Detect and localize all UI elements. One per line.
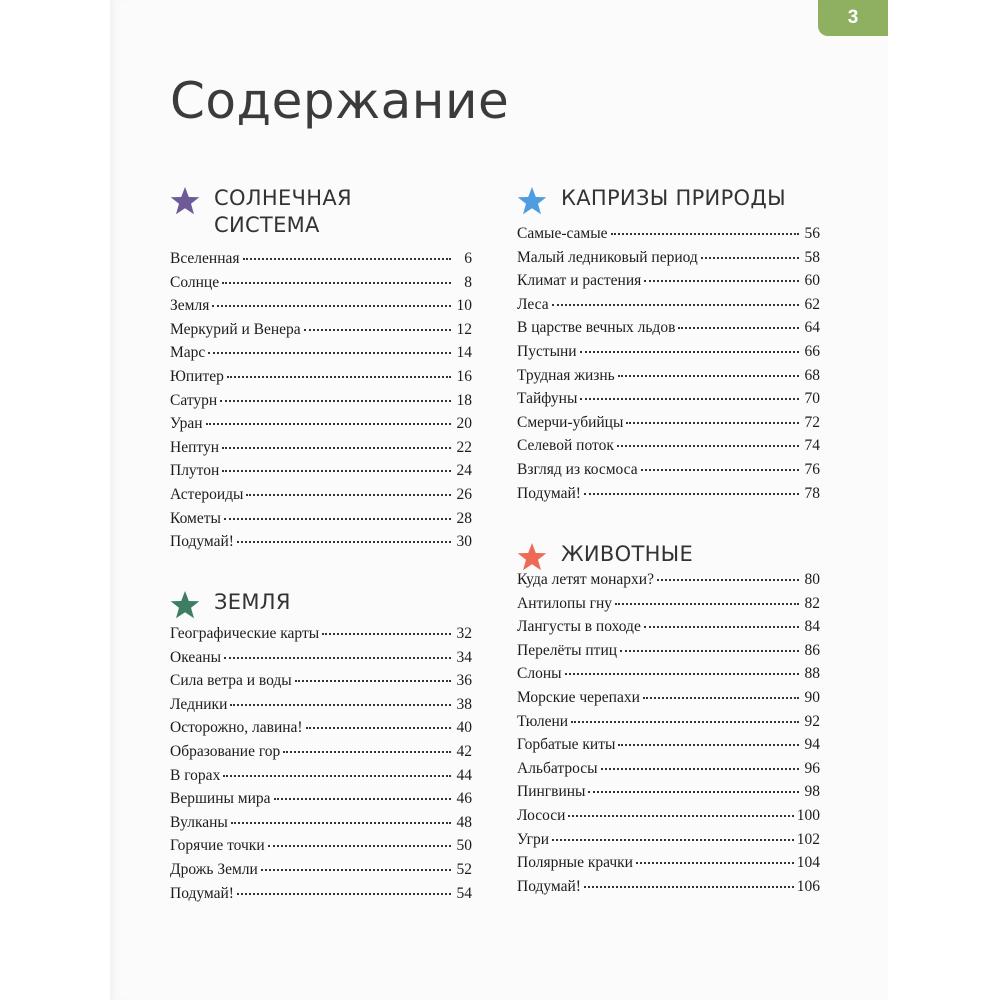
- star-icon: [170, 186, 200, 216]
- toc-entry: [170, 507, 472, 531]
- toc-entry: [170, 764, 472, 788]
- toc-entry-page: 100: [796, 806, 820, 824]
- toc-entry-label: Океаны: [170, 648, 221, 666]
- toc-entry-label: Солнце: [170, 273, 220, 291]
- toc-entry: [517, 851, 820, 875]
- toc-entry: [517, 387, 820, 411]
- toc-entry-label: Сила ветра и воды: [170, 672, 292, 690]
- toc-entry: [170, 389, 472, 413]
- dot-leader: [237, 541, 451, 543]
- toc-entry: [517, 340, 820, 364]
- dot-leader: [222, 470, 451, 472]
- dot-leader: [230, 704, 451, 706]
- toc-entry-label: Трудная жизнь: [517, 366, 615, 384]
- toc-entry-label: Селевой поток: [517, 437, 614, 455]
- section-header: [517, 540, 820, 568]
- dot-leader: [636, 862, 794, 864]
- toc-entry-page: 42: [456, 742, 472, 760]
- toc-entry-page: 10: [456, 297, 472, 315]
- toc-entry: [517, 639, 820, 663]
- toc-entry: [170, 247, 472, 271]
- dot-leader: [304, 329, 451, 331]
- toc-entry-label: Слоны: [517, 665, 562, 683]
- dot-leader: [678, 327, 799, 329]
- dot-leader: [620, 650, 799, 652]
- toc-entry-label: Подумай!: [170, 533, 234, 551]
- toc-entry-page: 84: [804, 618, 820, 636]
- dot-leader: [641, 469, 799, 471]
- toc-entry-page: 14: [456, 344, 472, 362]
- dot-leader: [617, 445, 799, 447]
- dot-leader: [268, 845, 451, 847]
- toc-entry: [170, 669, 472, 693]
- toc-entry-label: Образование гор: [170, 742, 281, 760]
- toc-entry-page: 26: [456, 485, 472, 503]
- toc-entry-label: Полярные крачки: [517, 854, 633, 872]
- toc-entry: [517, 662, 820, 686]
- toc-entry: [517, 458, 820, 482]
- toc-entry-label: В царстве вечных льдов: [517, 319, 676, 337]
- dot-leader: [568, 815, 793, 817]
- toc-entry-label: Лангусты в походе: [517, 618, 641, 636]
- toc-entry: [170, 834, 472, 858]
- toc-entry-page: 34: [456, 648, 472, 666]
- dot-leader: [237, 893, 451, 895]
- dot-leader: [224, 518, 451, 520]
- dot-leader: [552, 839, 794, 841]
- toc-entry: [517, 364, 820, 388]
- toc-entry-label: Тайфуны: [517, 390, 578, 408]
- toc-entry-label: Плутон: [170, 462, 220, 480]
- toc-entry-page: 28: [456, 509, 472, 527]
- dot-leader: [227, 376, 451, 378]
- toc-entry: [170, 271, 472, 295]
- toc-entry-page: 102: [796, 830, 820, 848]
- toc-entry-page: 38: [456, 695, 472, 713]
- toc-entry: [170, 318, 472, 342]
- dot-leader: [643, 697, 799, 699]
- toc-entry-label: Самые-самые: [517, 225, 608, 242]
- dot-leader: [246, 494, 451, 496]
- toc-entry: [170, 882, 472, 906]
- toc-entry-page: 52: [456, 860, 472, 878]
- section-nature: [517, 184, 820, 505]
- toc-entry: [170, 740, 472, 764]
- section-animals: [517, 540, 820, 898]
- toc-entry-label: Вершины мира: [170, 790, 271, 808]
- toc-entry-label: Смерчи-убийцы: [517, 413, 624, 431]
- dot-leader: [580, 351, 799, 353]
- toc-entry-label: Тюлени: [517, 712, 569, 730]
- toc-entry: [170, 646, 472, 670]
- star-icon: [170, 590, 200, 620]
- toc-entry-label: Нептун: [170, 438, 219, 456]
- toc-entry-label: Астероиды: [170, 485, 244, 503]
- toc-entry: [170, 530, 472, 554]
- toc-entry: [517, 733, 820, 757]
- toc-entry-label: Ледники: [170, 695, 228, 713]
- star-icon: [517, 542, 547, 572]
- dot-leader: [701, 257, 799, 259]
- toc-entry-label: Юпитер: [170, 367, 224, 385]
- dot-leader: [584, 886, 794, 888]
- toc-entry-label: Малый ледниковый период: [517, 248, 698, 266]
- section-header: [170, 588, 472, 622]
- toc-entry-label: Вулканы: [170, 813, 228, 831]
- toc-entry-page: 96: [804, 759, 820, 777]
- dot-leader: [580, 398, 799, 400]
- dot-leader: [644, 280, 799, 282]
- section-title: КАПРИЗЫ ПРИРОДЫ: [561, 186, 786, 210]
- toc-entry: [170, 412, 472, 436]
- toc-entry: [517, 828, 820, 852]
- toc-entry-page: 92: [804, 712, 820, 730]
- toc-entry: [517, 615, 820, 639]
- toc-entry-label: Уран: [170, 415, 203, 433]
- toc-entry-label: Пустыни: [517, 342, 577, 360]
- toc-entry-label: Взгляд из космоса: [517, 460, 638, 478]
- dot-leader: [552, 304, 799, 306]
- section-title: СОЛНЕЧНАЯ СИСТЕМА: [214, 186, 352, 237]
- toc-entry-label: Земля: [170, 297, 210, 315]
- toc-entry-label: Лососи: [517, 806, 566, 824]
- toc-entry: [517, 246, 820, 270]
- dot-leader: [644, 626, 799, 628]
- toc-entry-page: 44: [456, 766, 472, 784]
- toc-entry-page: 16: [456, 367, 472, 385]
- toc-entry-page: 94: [804, 736, 820, 754]
- dot-leader: [571, 721, 799, 723]
- dot-leader: [224, 657, 451, 659]
- dot-leader: [618, 744, 799, 746]
- section-header: [170, 184, 472, 236]
- toc-entry: [170, 811, 472, 835]
- dot-leader: [565, 673, 799, 675]
- toc-entry: [170, 693, 472, 717]
- page-title: Содержание: [170, 72, 510, 130]
- toc-entry-page: 64: [804, 319, 820, 337]
- toc-entry-page: 74: [804, 437, 820, 455]
- toc-entry-label: Угри: [517, 830, 550, 848]
- toc-entry-page: 88: [804, 665, 820, 683]
- section-title: ЗЕМЛЯ: [214, 590, 291, 614]
- toc-entry-page: 60: [804, 272, 820, 290]
- dot-leader: [243, 258, 451, 260]
- toc-entry: [517, 411, 820, 435]
- dot-leader: [220, 400, 451, 402]
- toc-entry: [517, 710, 820, 734]
- toc-entry: [517, 686, 820, 710]
- toc-entry-page: 40: [456, 719, 472, 737]
- toc-entry-page: 58: [804, 248, 820, 266]
- toc-entry-page: 70: [804, 390, 820, 408]
- toc-entry-label: Леса: [517, 295, 549, 313]
- toc-list: [170, 622, 472, 905]
- toc-entry: [170, 716, 472, 740]
- section-title: ЖИВОТНЫЕ: [561, 542, 694, 566]
- toc-entry-label: Сатурн: [170, 391, 218, 409]
- toc-entry: [170, 294, 472, 318]
- toc-entry-label: Подумай!: [517, 484, 581, 502]
- toc-entry: [170, 341, 472, 365]
- toc-entry: [517, 222, 820, 246]
- toc-entry-label: Морские черепахи: [517, 688, 640, 706]
- toc-entry-page: 8: [464, 273, 472, 291]
- dot-leader: [283, 751, 451, 753]
- dot-leader: [261, 869, 451, 871]
- dot-leader: [615, 603, 799, 605]
- toc-entry-page: 72: [804, 413, 820, 431]
- toc-entry-label: Осторожно, лавина!: [170, 719, 303, 737]
- section-earth: [170, 588, 472, 905]
- dot-leader: [222, 282, 451, 284]
- toc-entry-page: 6: [464, 250, 472, 267]
- toc-list: [517, 568, 820, 898]
- page-number-badge: 3: [818, 0, 888, 36]
- toc-entry-page: 76: [804, 460, 820, 478]
- dot-leader: [231, 822, 451, 824]
- toc-entry-label: Меркурий и Венера: [170, 320, 301, 338]
- toc-entry: [517, 434, 820, 458]
- toc-entry-page: 36: [456, 672, 472, 690]
- toc-entry: [517, 293, 820, 317]
- toc-entry-label: Вселенная: [170, 250, 240, 267]
- toc-entry-page: 98: [804, 783, 820, 801]
- toc-entry: [170, 787, 472, 811]
- dot-leader: [601, 768, 799, 770]
- toc-entry: [517, 804, 820, 828]
- toc-entry-page: 50: [456, 837, 472, 855]
- section-header: [517, 184, 820, 222]
- toc-entry: [517, 757, 820, 781]
- toc-entry-page: 20: [456, 415, 472, 433]
- toc-list: [170, 247, 472, 554]
- toc-list: [517, 222, 820, 505]
- dot-leader: [222, 447, 451, 449]
- toc-entry-label: Дрожь Земли: [170, 860, 258, 878]
- toc-entry: [170, 459, 472, 483]
- toc-entry-page: 82: [804, 594, 820, 612]
- toc-entry-page: 12: [456, 320, 472, 338]
- toc-entry: [517, 592, 820, 616]
- toc-entry-page: 78: [804, 484, 820, 502]
- toc-entry: [517, 780, 820, 804]
- dot-leader: [208, 352, 451, 354]
- toc-entry-label: Подумай!: [170, 884, 234, 902]
- toc-entry-page: 80: [804, 571, 820, 588]
- toc-entry-page: 86: [804, 641, 820, 659]
- toc-entry-label: Антилопы гну: [517, 594, 613, 612]
- section-solar-system: [170, 184, 472, 554]
- toc-entry-label: Марс: [170, 344, 206, 362]
- dot-leader: [322, 633, 451, 635]
- toc-entry: [517, 316, 820, 340]
- toc-entry-label: Горбатые киты: [517, 736, 616, 754]
- toc-entry: [170, 436, 472, 460]
- toc-entry-label: Пингвины: [517, 783, 586, 801]
- toc-entry-page: 46: [456, 790, 472, 808]
- toc-entry-page: 54: [456, 884, 472, 902]
- toc-entry: [170, 365, 472, 389]
- toc-entry-page: 32: [456, 625, 472, 642]
- toc-entry-page: 106: [796, 877, 820, 895]
- toc-entry: [170, 858, 472, 882]
- dot-leader: [626, 422, 799, 424]
- dot-leader: [274, 798, 451, 800]
- dot-leader: [584, 493, 799, 495]
- toc-entry-page: 62: [804, 295, 820, 313]
- toc-entry: [170, 483, 472, 507]
- toc-entry-label: Горячие точки: [170, 837, 265, 855]
- toc-entry: [517, 875, 820, 899]
- toc-entry: [517, 482, 820, 506]
- dot-leader: [295, 680, 451, 682]
- toc-entry-page: 18: [456, 391, 472, 409]
- toc-entry: [170, 622, 472, 646]
- toc-entry-label: Альбатросы: [517, 759, 598, 777]
- dot-leader: [611, 233, 799, 235]
- toc-entry-page: 24: [456, 462, 472, 480]
- dot-leader: [618, 375, 799, 377]
- star-icon: [517, 186, 547, 216]
- dot-leader: [657, 579, 799, 581]
- toc-entry-page: 90: [804, 688, 820, 706]
- toc-entry-page: 68: [804, 366, 820, 384]
- toc-entry-page: 66: [804, 342, 820, 360]
- dot-leader: [588, 791, 799, 793]
- toc-entry-label: Кометы: [170, 509, 221, 527]
- toc-entry: [517, 568, 820, 592]
- toc-entry-label: В горах: [170, 766, 221, 784]
- toc-entry: [517, 269, 820, 293]
- toc-entry-label: Куда летят монархи?: [517, 571, 654, 588]
- toc-entry-label: Климат и растения: [517, 272, 642, 290]
- toc-entry-page: 48: [456, 813, 472, 831]
- dot-leader: [212, 305, 451, 307]
- toc-entry-label: Подумай!: [517, 877, 581, 895]
- toc-entry-label: Географические карты: [170, 625, 320, 642]
- toc-entry-page: 30: [456, 533, 472, 551]
- toc-entry-page: 104: [796, 854, 820, 872]
- toc-entry-page: 22: [456, 438, 472, 456]
- toc-entry-label: Перелёты птиц: [517, 641, 618, 659]
- toc-entry-page: 56: [804, 225, 820, 242]
- dot-leader: [206, 423, 451, 425]
- dot-leader: [223, 775, 451, 777]
- dot-leader: [306, 727, 451, 729]
